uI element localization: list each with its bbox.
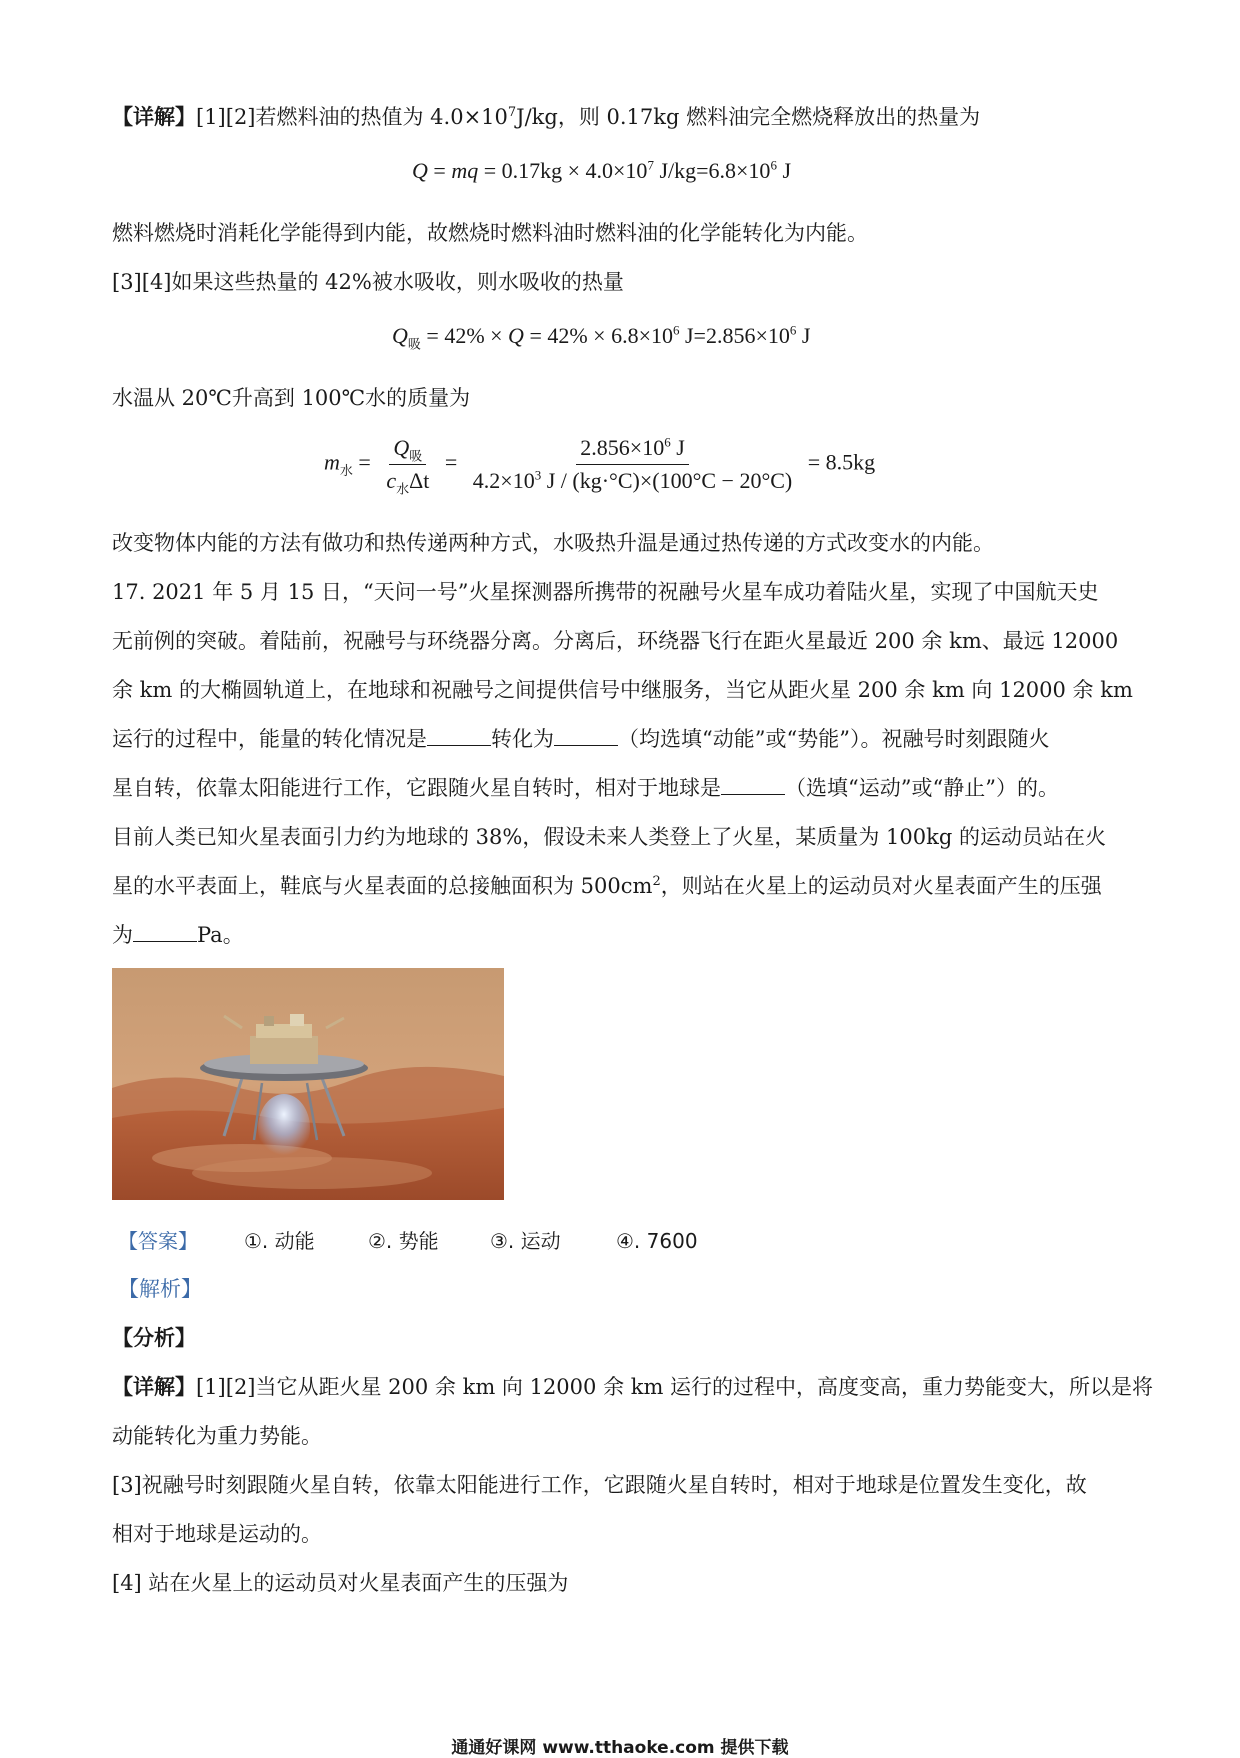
mars-lander-photo	[112, 968, 504, 1200]
analysis-tag: 【解析】	[118, 1277, 202, 1301]
page-footer: 通通好课网 www.tthaoke.com 提供下载	[451, 1738, 789, 1758]
q17-line-7: 星的水平表面上，鞋底与火星表面的总接触面积为 $500cm^2$，则站在火星上的运动员对火星表面产生的压强	[112, 874, 1102, 898]
answer-blank-1	[427, 725, 491, 746]
answer-3: ③. 运动	[490, 1229, 561, 1253]
detail2-line-3: [3]祝融号时刻跟随火星自转，依靠太阳能进行工作，它跟随火星自转时，相对于地球是位置发生变化，故	[112, 1473, 1087, 1497]
answer-2: ②. 势能	[368, 1229, 439, 1253]
equation-heat: Q = mq = $0.17kg \times 4.0\times 10^7$ $J/kg=6.8\times 10^6$ J	[412, 157, 791, 183]
answer-blank-4	[133, 921, 197, 942]
fraction-numeric: $\frac{2.856\times 10^6 J}{4.2\times 10^3 J / (kg\cdot^\circ C)\times(100^\circ C - 20^\circ C)}$	[472, 434, 793, 493]
detail2-line-5: [4] 站在火星上的运动员对火星表面产生的压强为	[112, 1571, 569, 1595]
q17-line-5: 星自转，依靠太阳能进行工作，它跟随火星自转时，相对于地球是 （选填“运动”或“静止”）的。	[112, 776, 1059, 800]
detail-line-4: 水温从 20℃升高到 100℃水的质量为	[112, 386, 471, 410]
equation-water-mass: $m_水$ = $\frac{Q_吸}{c_水\Delta t}$ = $\frac{2.856\times 10^6 J}{4.2\times 10^3 J / (kg\cdot^\circ C)\times(100^\circ C - 20^\circ C)}$ = 8.5kg	[324, 434, 876, 497]
answer-blank-3	[721, 774, 785, 795]
detail-line-3: [3][4]如果这些热量的 42%被水吸收，则水吸收的热量	[112, 270, 624, 294]
q17-line-8: 为 Pa。	[112, 923, 244, 947]
detail2-line-1: 【详解】[1][2]当它从距火星 200 余 km 向 12000 余 km 运行的过程中，高度变高，重力势能变大，所以是将	[112, 1374, 1154, 1399]
answer-4: ④. 7600	[616, 1229, 698, 1253]
answer-tag: 【答案】	[118, 1229, 198, 1253]
q17-line-1: 17. 2021 年 5 月 15 日，“天问一号”火星探测器所携带的祝融号火星车成功着陆火星，实现了中国航天史	[112, 580, 1099, 604]
mars-lander-illustration	[112, 968, 504, 1200]
q17-line-2: 无前例的突破。着陆前，祝融号与环绕器分离。分离后，环绕器飞行在距火星最近 200 余 km、最远 12000	[112, 629, 1119, 653]
detail2-line-2: 动能转化为重力势能。	[112, 1424, 322, 1448]
answer-blank-2	[554, 725, 618, 746]
fraction-q-over-c: $\frac{Q_吸}{c_水\Delta t}$	[386, 435, 430, 497]
q17-line-3: 余 km 的大椭圆轨道上，在地球和祝融号之间提供信号中继服务，当它从距火星 200 余 km 向 12000 余 km	[112, 678, 1133, 702]
detail2-line-4: 相对于地球是运动的。	[112, 1522, 322, 1546]
detail-line-1: 【详解】[1][2]若燃料油的热值为 $4.0\times 10^7J/kg$，则 0.17kg 燃料油完全燃烧释放出的热量为	[112, 104, 981, 129]
detail-line-2: 燃料燃烧时消耗化学能得到内能，故燃烧时燃料油时燃料油的化学能转化为内能。	[112, 221, 868, 245]
q17-line-4: 运行的过程中，能量的转化情况是 转化为 （均选填“动能”或“势能”）。祝融号时刻跟随火	[112, 727, 1050, 751]
fenxi-tag: 【分析】	[112, 1325, 196, 1350]
answer-1: ①. 动能	[244, 1229, 315, 1253]
equation-absorbed-heat: $Q_吸 = 42\% \times Q = 42\% \times 6.8\times 10^6$ $J=2.856\times 10^6$ J	[392, 322, 811, 352]
detail-line-5: 改变物体内能的方法有做功和热传递两种方式，水吸热升温是通过热传递的方式改变水的内能。	[112, 531, 994, 555]
q17-line-6: 目前人类已知火星表面引力约为地球的 38%，假设未来人类登上了火星，某质量为 100kg 的运动员站在火	[112, 825, 1106, 849]
